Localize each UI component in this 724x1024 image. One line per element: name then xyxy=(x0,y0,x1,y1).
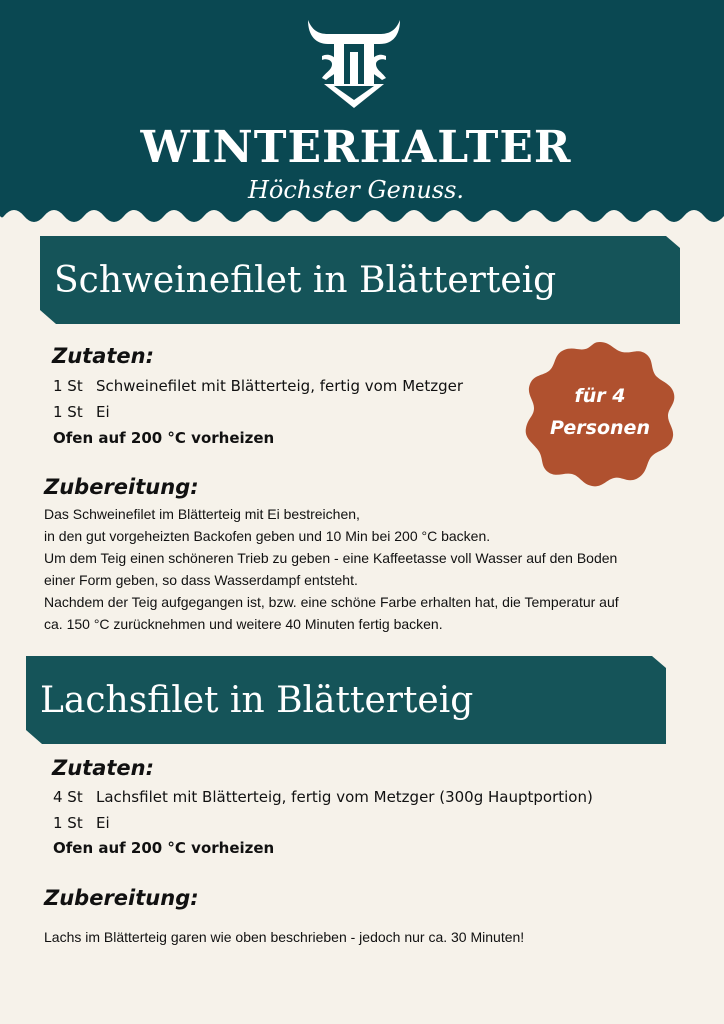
prep-line: Das Schweinefilet im Blätterteig mit Ei bestreichen, xyxy=(44,506,360,522)
recipe-2-prep-text xyxy=(44,926,684,948)
ingredient-row xyxy=(53,403,110,421)
prep-line: Um dem Teig einen schöneren Trieb zu geben - eine Kaffeetasse voll Wasser auf den Boden xyxy=(44,550,618,566)
recipe-1-title-banner xyxy=(40,236,682,326)
ingredient-item: Ei xyxy=(96,403,110,421)
ingredient-qty: 1 St xyxy=(53,814,83,832)
ingredient-item: Schweinefilet mit Blätterteig, fertig vom Metzger xyxy=(96,377,464,395)
ingredient-row xyxy=(53,814,110,832)
prep-line: in den gut vorgeheizten Backofen geben und 10 Min bei 200 °C backen. xyxy=(44,528,491,544)
prep-line: einer Form geben, so dass Wasserdampf entsteht. xyxy=(44,572,358,588)
winterhalter-logo-icon xyxy=(304,14,404,114)
recipe-2-prep-heading: Zubereitung: xyxy=(44,886,199,910)
servings-badge xyxy=(522,338,678,490)
recipe-1-ingredients-heading: Zutaten: xyxy=(52,344,155,368)
recipe-2-title: Lachsfilet in Blätterteig xyxy=(40,680,474,721)
badge-line-1: für 4 xyxy=(574,385,626,407)
recipe-1-prep-text xyxy=(44,503,684,635)
prep-line: Lachs im Blätterteig garen wie oben beschrieben - jedoch nur ca. 30 Minuten! xyxy=(44,929,525,945)
page-header xyxy=(0,0,724,232)
recipe-1-prep-heading: Zubereitung: xyxy=(44,475,199,499)
recipe-1-title: Schweinefilet in Blätterteig xyxy=(54,260,557,301)
brand-tagline: Höchster Genuss. xyxy=(247,176,465,204)
recipe-2-title-banner xyxy=(26,656,668,746)
ingredient-qty: 1 St xyxy=(53,377,83,395)
brand-name: WINTERHALTER xyxy=(140,122,572,173)
ingredient-qty: 1 St xyxy=(53,403,83,421)
ingredient-item: Ei xyxy=(96,814,110,832)
badge-line-2: Personen xyxy=(550,417,650,439)
prep-line: ca. 150 °C zurücknehmen und weitere 40 Minuten fertig backen. xyxy=(44,616,443,632)
ingredient-row xyxy=(53,788,593,806)
recipe-2-ingredients-heading: Zutaten: xyxy=(52,756,155,780)
prep-line: Nachdem der Teig aufgegangen ist, bzw. eine schöne Farbe erhalten hat, die Temperatur auf xyxy=(44,594,619,610)
ingredient-qty: 4 St xyxy=(53,788,83,806)
ingredient-row xyxy=(53,377,463,395)
recipe-2-oven-note: Ofen auf 200 °C vorheizen xyxy=(53,839,275,857)
recipe-1-oven-note: Ofen auf 200 °C vorheizen xyxy=(53,429,275,447)
ingredient-item: Lachsfilet mit Blätterteig, fertig vom Metzger (300g Hauptportion) xyxy=(96,788,593,806)
